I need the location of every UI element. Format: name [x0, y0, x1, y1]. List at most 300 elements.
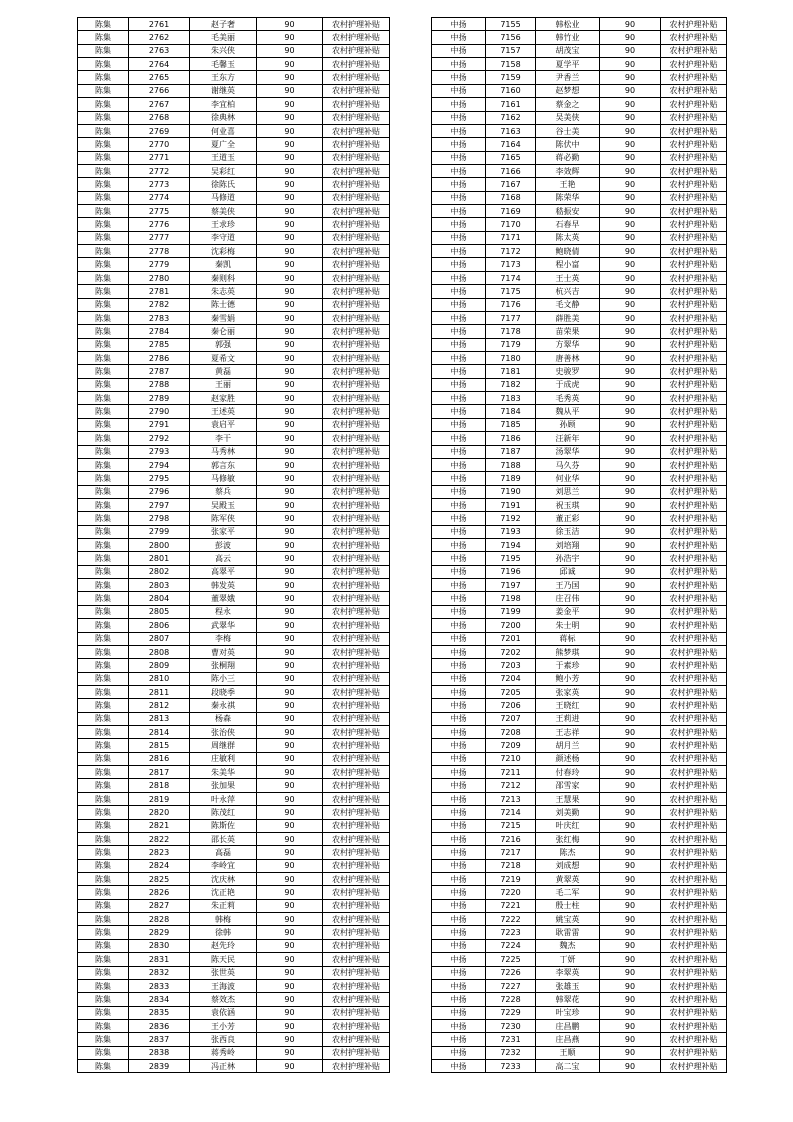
table-row [78, 71, 390, 84]
table-row [78, 779, 390, 792]
name-cell: 夏广全 [190, 138, 257, 151]
name-cell: 陈军侠 [190, 512, 257, 525]
table-row [432, 592, 727, 605]
table-row [432, 953, 727, 966]
town-cell: 陈集 [78, 592, 129, 605]
id-cell: 2783 [129, 311, 190, 324]
name-cell: 于成虎 [536, 378, 600, 391]
id-cell: 7214 [486, 806, 536, 819]
table-row [432, 859, 727, 872]
type-cell: 农村护理补贴 [323, 605, 390, 618]
id-cell: 7221 [486, 899, 536, 912]
amount-cell: 90 [600, 445, 661, 458]
id-cell: 7185 [486, 418, 536, 431]
id-cell: 7227 [486, 979, 536, 992]
town-cell: 中扬 [432, 418, 486, 431]
table-row [432, 726, 727, 739]
town-cell: 陈集 [78, 351, 129, 364]
id-cell: 2797 [129, 498, 190, 511]
type-cell: 农村护理补贴 [323, 792, 390, 805]
name-cell: 邵长英 [190, 832, 257, 845]
amount-cell: 90 [257, 84, 323, 97]
table-row [432, 205, 727, 218]
town-cell: 中扬 [432, 953, 486, 966]
town-cell: 中扬 [432, 445, 486, 458]
id-cell: 2794 [129, 458, 190, 471]
name-cell: 董正彩 [536, 512, 600, 525]
id-cell: 7170 [486, 218, 536, 231]
id-cell: 7203 [486, 659, 536, 672]
town-cell: 陈集 [78, 792, 129, 805]
id-cell: 2834 [129, 993, 190, 1006]
type-cell: 农村护理补贴 [323, 378, 390, 391]
type-cell: 农村护理补贴 [323, 138, 390, 151]
town-cell: 中扬 [432, 1046, 486, 1059]
type-cell: 农村护理补贴 [323, 859, 390, 872]
amount-cell: 90 [600, 739, 661, 752]
name-cell: 孙浩宇 [536, 552, 600, 565]
type-cell: 农村护理补贴 [661, 458, 727, 471]
type-cell: 农村护理补贴 [323, 178, 390, 191]
table-row [432, 1046, 727, 1059]
table-row [432, 18, 727, 31]
type-cell: 农村护理补贴 [661, 191, 727, 204]
town-cell: 中扬 [432, 966, 486, 979]
table-row [78, 726, 390, 739]
type-cell: 农村护理补贴 [323, 245, 390, 258]
name-cell: 谷士美 [536, 124, 600, 137]
town-cell: 中扬 [432, 913, 486, 926]
type-cell: 农村护理补贴 [661, 1046, 727, 1059]
amount-cell: 90 [600, 111, 661, 124]
amount-cell: 90 [257, 392, 323, 405]
table-row [432, 498, 727, 511]
amount-cell: 90 [257, 979, 323, 992]
table-row [78, 392, 390, 405]
table-row [78, 138, 390, 151]
type-cell: 农村护理补贴 [661, 979, 727, 992]
table-row [432, 565, 727, 578]
table-row [78, 712, 390, 725]
id-cell: 7224 [486, 939, 536, 952]
amount-cell: 90 [600, 846, 661, 859]
table-row [78, 432, 390, 445]
town-cell: 陈集 [78, 58, 129, 71]
id-cell: 7189 [486, 472, 536, 485]
town-cell: 中扬 [432, 899, 486, 912]
name-cell: 沈正艳 [190, 886, 257, 899]
id-cell: 7201 [486, 632, 536, 645]
amount-cell: 90 [600, 766, 661, 779]
name-cell: 蒋必勤 [536, 151, 600, 164]
id-cell: 7204 [486, 672, 536, 685]
table-row [432, 832, 727, 845]
type-cell: 农村护理补贴 [661, 205, 727, 218]
amount-cell: 90 [257, 806, 323, 819]
type-cell: 农村护理补贴 [661, 44, 727, 57]
name-cell: 刘成想 [536, 859, 600, 872]
id-cell: 2782 [129, 298, 190, 311]
type-cell: 农村护理补贴 [661, 939, 727, 952]
table-row [432, 31, 727, 44]
town-cell: 中扬 [432, 98, 486, 111]
table-row [78, 378, 390, 391]
amount-cell: 90 [257, 966, 323, 979]
town-cell: 陈集 [78, 859, 129, 872]
id-cell: 2780 [129, 271, 190, 284]
town-cell: 中扬 [432, 979, 486, 992]
type-cell: 农村护理补贴 [661, 271, 727, 284]
town-cell: 陈集 [78, 899, 129, 912]
type-cell: 农村护理补贴 [323, 886, 390, 899]
table-row [432, 1006, 727, 1019]
amount-cell: 90 [257, 645, 323, 658]
amount-cell: 90 [600, 458, 661, 471]
amount-cell: 90 [600, 939, 661, 952]
amount-cell: 90 [600, 832, 661, 845]
table-row [432, 806, 727, 819]
type-cell: 农村护理补贴 [323, 1060, 390, 1073]
table-row [432, 913, 727, 926]
table-row [432, 378, 727, 391]
type-cell: 农村护理补贴 [323, 659, 390, 672]
id-cell: 2802 [129, 565, 190, 578]
amount-cell: 90 [600, 418, 661, 431]
table-row [432, 98, 727, 111]
amount-cell: 90 [257, 472, 323, 485]
type-cell: 农村护理补贴 [323, 953, 390, 966]
table-row [432, 966, 727, 979]
id-cell: 7175 [486, 285, 536, 298]
amount-cell: 90 [257, 619, 323, 632]
name-cell: 于素珍 [536, 659, 600, 672]
name-cell: 赵梦想 [536, 84, 600, 97]
town-cell: 陈集 [78, 1019, 129, 1032]
amount-cell: 90 [257, 873, 323, 886]
type-cell: 农村护理补贴 [661, 552, 727, 565]
town-cell: 陈集 [78, 445, 129, 458]
name-cell: 姚宝英 [536, 913, 600, 926]
name-cell: 徐典林 [190, 111, 257, 124]
amount-cell: 90 [600, 926, 661, 939]
type-cell: 农村护理补贴 [323, 31, 390, 44]
town-cell: 中扬 [432, 752, 486, 765]
town-cell: 陈集 [78, 1046, 129, 1059]
amount-cell: 90 [257, 71, 323, 84]
id-cell: 7182 [486, 378, 536, 391]
id-cell: 2775 [129, 205, 190, 218]
name-cell: 耿雷雷 [536, 926, 600, 939]
id-cell: 2801 [129, 552, 190, 565]
type-cell: 农村护理补贴 [661, 151, 727, 164]
amount-cell: 90 [257, 726, 323, 739]
name-cell: 马秀林 [190, 445, 257, 458]
amount-cell: 90 [600, 552, 661, 565]
town-cell: 陈集 [78, 779, 129, 792]
id-cell: 7158 [486, 58, 536, 71]
table-row [432, 58, 727, 71]
table-row [78, 926, 390, 939]
id-cell: 2808 [129, 645, 190, 658]
table-row [432, 605, 727, 618]
table-row [432, 458, 727, 471]
table-row [78, 418, 390, 431]
town-cell: 中扬 [432, 458, 486, 471]
name-cell: 郭强 [190, 338, 257, 351]
table-row [78, 58, 390, 71]
town-cell: 中扬 [432, 605, 486, 618]
town-cell: 陈集 [78, 472, 129, 485]
table-row [78, 338, 390, 351]
amount-cell: 90 [600, 685, 661, 698]
town-cell: 中扬 [432, 1006, 486, 1019]
id-cell: 2763 [129, 44, 190, 57]
name-cell: 韩松业 [536, 18, 600, 31]
name-cell: 陈茂红 [190, 806, 257, 819]
id-cell: 2786 [129, 351, 190, 364]
table-row [78, 271, 390, 284]
type-cell: 农村护理补贴 [323, 512, 390, 525]
table-row [432, 338, 727, 351]
type-cell: 农村护理补贴 [323, 365, 390, 378]
table-row [432, 993, 727, 1006]
id-cell: 2807 [129, 632, 190, 645]
type-cell: 农村护理补贴 [323, 311, 390, 324]
town-cell: 中扬 [432, 779, 486, 792]
type-cell: 农村护理补贴 [323, 525, 390, 538]
type-cell: 农村护理补贴 [661, 285, 727, 298]
town-cell: 中扬 [432, 685, 486, 698]
name-cell: 王丽 [190, 378, 257, 391]
name-cell: 朱志英 [190, 285, 257, 298]
id-cell: 2796 [129, 485, 190, 498]
table-row [78, 1033, 390, 1046]
type-cell: 农村护理补贴 [323, 485, 390, 498]
table-row [78, 124, 390, 137]
amount-cell: 90 [257, 178, 323, 191]
id-cell: 2770 [129, 138, 190, 151]
town-cell: 中扬 [432, 806, 486, 819]
table-row [78, 619, 390, 632]
amount-cell: 90 [257, 31, 323, 44]
amount-cell: 90 [600, 806, 661, 819]
town-cell: 中扬 [432, 886, 486, 899]
town-cell: 陈集 [78, 645, 129, 658]
name-cell: 何业华 [536, 472, 600, 485]
type-cell: 农村护理补贴 [661, 351, 727, 364]
type-cell: 农村护理补贴 [661, 124, 727, 137]
type-cell: 农村护理补贴 [661, 806, 727, 819]
town-cell: 陈集 [78, 886, 129, 899]
name-cell: 赵家胜 [190, 392, 257, 405]
town-cell: 陈集 [78, 245, 129, 258]
type-cell: 农村护理补贴 [661, 178, 727, 191]
town-cell: 陈集 [78, 44, 129, 57]
type-cell: 农村护理补贴 [661, 218, 727, 231]
id-cell: 2826 [129, 886, 190, 899]
name-cell: 王小芳 [190, 1019, 257, 1032]
name-cell: 孙顾 [536, 418, 600, 431]
type-cell: 农村护理补贴 [323, 873, 390, 886]
amount-cell: 90 [257, 712, 323, 725]
table-row [78, 351, 390, 364]
amount-cell: 90 [600, 472, 661, 485]
name-cell: 李岭宜 [190, 859, 257, 872]
amount-cell: 90 [257, 325, 323, 338]
name-cell: 李翠英 [536, 966, 600, 979]
name-cell: 邱诚 [536, 565, 600, 578]
name-cell: 何业喜 [190, 124, 257, 137]
amount-cell: 90 [257, 539, 323, 552]
table-row [432, 779, 727, 792]
id-cell: 7177 [486, 311, 536, 324]
table-row [432, 164, 727, 177]
town-cell: 中扬 [432, 472, 486, 485]
name-cell: 蒋秀岭 [190, 1046, 257, 1059]
type-cell: 农村护理补贴 [661, 485, 727, 498]
amount-cell: 90 [600, 993, 661, 1006]
type-cell: 农村护理补贴 [323, 913, 390, 926]
name-cell: 胡茂宝 [536, 44, 600, 57]
type-cell: 农村护理补贴 [323, 351, 390, 364]
amount-cell: 90 [600, 138, 661, 151]
table-row [78, 752, 390, 765]
table-row [432, 699, 727, 712]
amount-cell: 90 [257, 552, 323, 565]
town-cell: 中扬 [432, 726, 486, 739]
table-row [78, 151, 390, 164]
amount-cell: 90 [257, 565, 323, 578]
town-cell: 陈集 [78, 418, 129, 431]
town-cell: 中扬 [432, 31, 486, 44]
town-cell: 中扬 [432, 632, 486, 645]
amount-cell: 90 [600, 1033, 661, 1046]
amount-cell: 90 [257, 632, 323, 645]
name-cell: 庄昌鹏 [536, 1019, 600, 1032]
name-cell: 吴殿玉 [190, 498, 257, 511]
type-cell: 农村护理补贴 [661, 846, 727, 859]
amount-cell: 90 [600, 953, 661, 966]
table-row [78, 592, 390, 605]
town-cell: 中扬 [432, 405, 486, 418]
id-cell: 2833 [129, 979, 190, 992]
amount-cell: 90 [257, 44, 323, 57]
table-row [432, 298, 727, 311]
type-cell: 农村护理补贴 [661, 605, 727, 618]
town-cell: 陈集 [78, 311, 129, 324]
amount-cell: 90 [600, 205, 661, 218]
type-cell: 农村护理补贴 [661, 726, 727, 739]
amount-cell: 90 [600, 873, 661, 886]
town-cell: 中扬 [432, 645, 486, 658]
town-cell: 中扬 [432, 164, 486, 177]
table-row [432, 512, 727, 525]
id-cell: 2814 [129, 726, 190, 739]
id-cell: 7160 [486, 84, 536, 97]
name-cell: 李宜柏 [190, 98, 257, 111]
name-cell: 叶庆红 [536, 819, 600, 832]
amount-cell: 90 [600, 151, 661, 164]
amount-cell: 90 [257, 18, 323, 31]
amount-cell: 90 [257, 418, 323, 431]
id-cell: 2765 [129, 71, 190, 84]
type-cell: 农村护理补贴 [323, 111, 390, 124]
amount-cell: 90 [600, 124, 661, 137]
town-cell: 陈集 [78, 151, 129, 164]
id-cell: 2806 [129, 619, 190, 632]
amount-cell: 90 [257, 98, 323, 111]
type-cell: 农村护理补贴 [323, 445, 390, 458]
name-cell: 张家英 [536, 685, 600, 698]
table-row [78, 231, 390, 244]
amount-cell: 90 [257, 592, 323, 605]
name-cell: 朱兴侠 [190, 44, 257, 57]
table-row [78, 1046, 390, 1059]
town-cell: 中扬 [432, 552, 486, 565]
amount-cell: 90 [257, 338, 323, 351]
table-row [432, 939, 727, 952]
type-cell: 农村护理补贴 [323, 766, 390, 779]
town-cell: 中扬 [432, 151, 486, 164]
id-cell: 2819 [129, 792, 190, 805]
name-cell: 丁妍 [536, 953, 600, 966]
town-cell: 陈集 [78, 939, 129, 952]
id-cell: 7169 [486, 205, 536, 218]
name-cell: 郭言东 [190, 458, 257, 471]
type-cell: 农村护理补贴 [323, 498, 390, 511]
town-cell: 中扬 [432, 926, 486, 939]
name-cell: 高云 [190, 552, 257, 565]
amount-cell: 90 [600, 1046, 661, 1059]
town-cell: 陈集 [78, 966, 129, 979]
town-cell: 中扬 [432, 191, 486, 204]
town-cell: 陈集 [78, 632, 129, 645]
type-cell: 农村护理补贴 [323, 1046, 390, 1059]
type-cell: 农村护理补贴 [661, 832, 727, 845]
amount-cell: 90 [257, 993, 323, 1006]
town-cell: 陈集 [78, 1060, 129, 1073]
id-cell: 7231 [486, 1033, 536, 1046]
name-cell: 王慧果 [536, 792, 600, 805]
table-row [432, 525, 727, 538]
table-row [78, 685, 390, 698]
table-row [78, 111, 390, 124]
amount-cell: 90 [257, 766, 323, 779]
type-cell: 农村护理补贴 [661, 1019, 727, 1032]
id-cell: 7209 [486, 739, 536, 752]
town-cell: 中扬 [432, 525, 486, 538]
town-cell: 陈集 [78, 71, 129, 84]
name-cell: 魏从平 [536, 405, 600, 418]
table-row [78, 512, 390, 525]
amount-cell: 90 [600, 899, 661, 912]
name-cell: 韩翠花 [536, 993, 600, 1006]
amount-cell: 90 [257, 58, 323, 71]
table-row [78, 579, 390, 592]
amount-cell: 90 [257, 365, 323, 378]
type-cell: 农村护理补贴 [661, 886, 727, 899]
type-cell: 农村护理补贴 [323, 392, 390, 405]
table-row [78, 832, 390, 845]
type-cell: 农村护理补贴 [323, 899, 390, 912]
amount-cell: 90 [600, 258, 661, 271]
amount-cell: 90 [600, 392, 661, 405]
town-cell: 中扬 [432, 298, 486, 311]
town-cell: 中扬 [432, 766, 486, 779]
name-cell: 夏学平 [536, 58, 600, 71]
table-row [432, 539, 727, 552]
town-cell: 陈集 [78, 498, 129, 511]
